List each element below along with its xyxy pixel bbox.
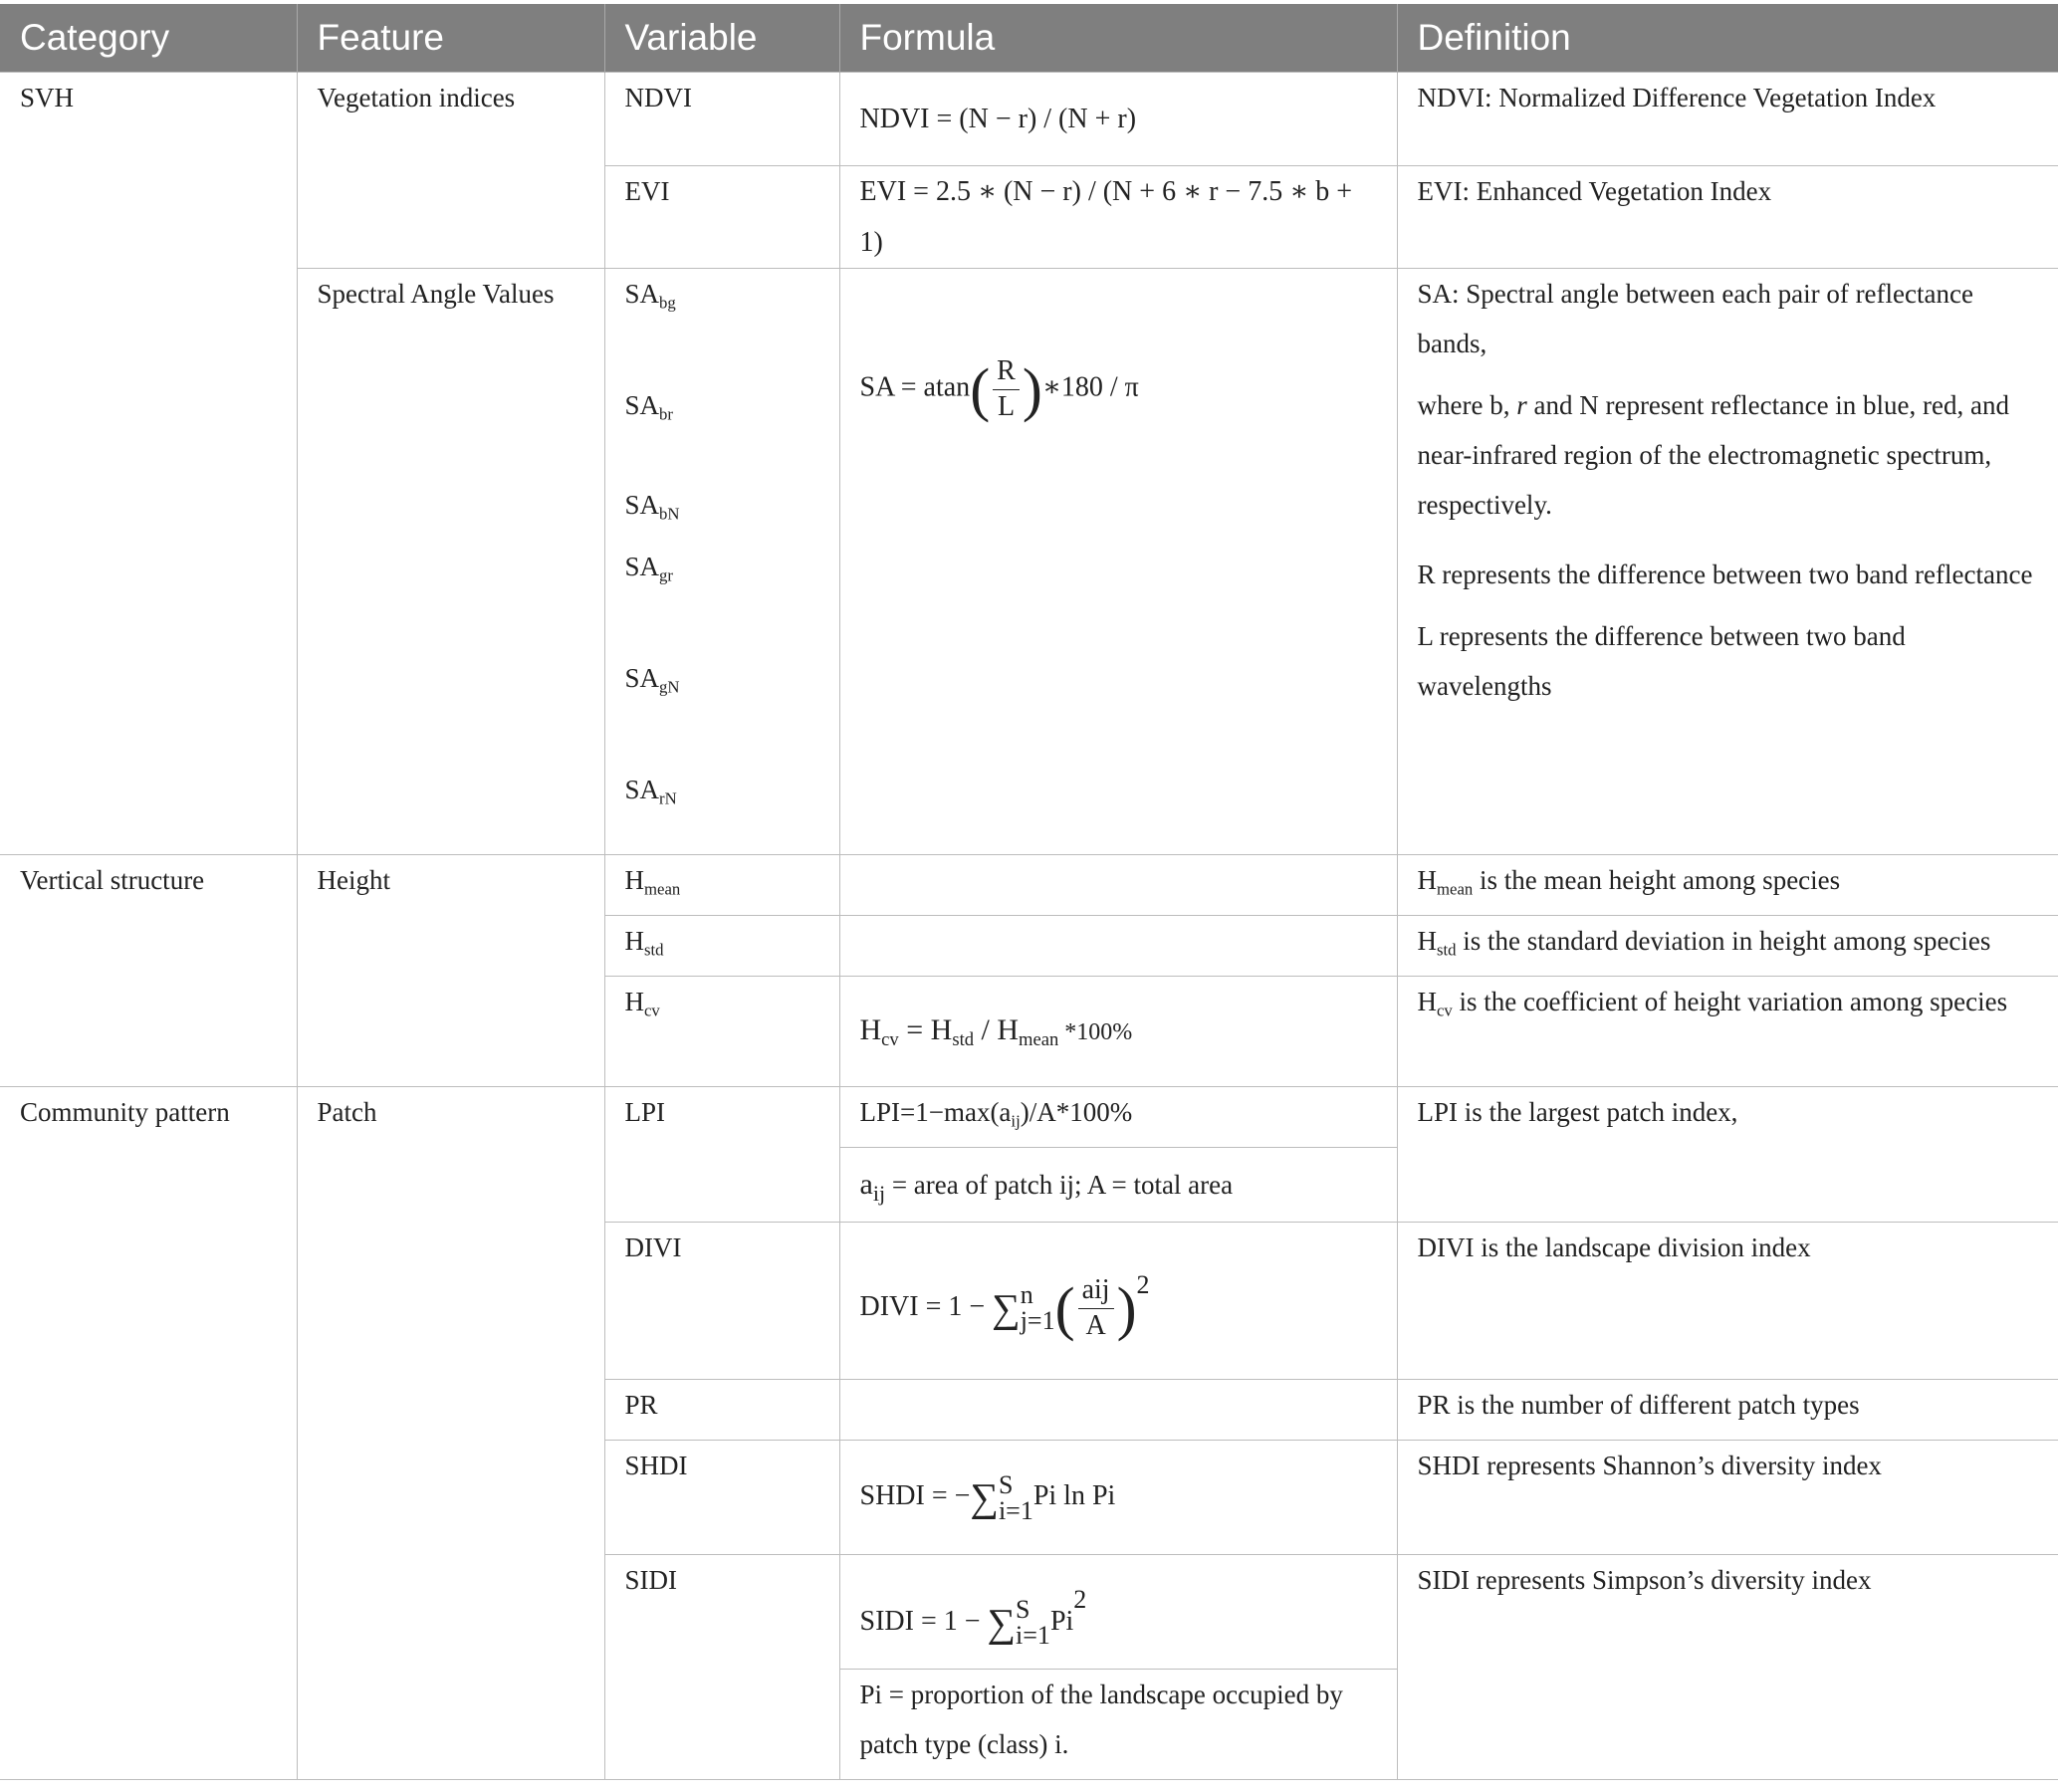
formula-sidi (839, 1555, 1397, 1670)
variable-sa-bg: $SA_{bg}$ (624, 279, 676, 313)
formula-divi (839, 1223, 1397, 1380)
definition-sa-p2: where b, r and N represent reflectance in blue, red, and near-infrared region of the electromagnetic spectrum, respectively. (1417, 390, 2009, 520)
definition-sa-p3: R represents the difference between two band reflectance (1417, 560, 2033, 589)
formula-shdi-expression: SHDI = −∑ S i=1 Pi ln Pi (859, 1469, 1116, 1525)
formula-ndvi-text: NDVI = (N − r) / (N + r) (859, 104, 1137, 134)
formula-sa (839, 269, 1397, 855)
header-feature: Feature (297, 4, 604, 73)
formula-divi-expression: DIVI = 1 − ∑ n j=1 ( $\frac{\text{aij}}{A}$ )2 (859, 1269, 1150, 1342)
variable-sa-br: $SA_{br}$ (624, 390, 673, 424)
formula-pr (839, 1380, 1397, 1441)
header-variable: Variable (604, 4, 839, 73)
feature-patch: Patch (297, 1087, 604, 1780)
formula-sa-expression: SA = atan( $\frac{R}{L}$ )∗180 / π (859, 355, 1139, 423)
variable-hcv: $H_{cv}$ (604, 977, 839, 1087)
feature-vegetation-indices: Vegetation indices (297, 73, 604, 269)
table-row-spectral-angle (0, 269, 2058, 855)
formula-evi-text: EVI = 2.5 ∗ (N − r) / (N + 6 ∗ r − 7.5 ∗ b + 1) (859, 176, 1353, 258)
formula-hcv (839, 977, 1397, 1087)
variables-sa (604, 269, 839, 855)
definition-sidi: SIDI represents Simpson’s diversity index (1397, 1555, 2058, 1780)
definition-evi: EVI: Enhanced Vegetation Index (1397, 166, 2058, 269)
header-definition: Definition (1397, 4, 2058, 73)
feature-table (0, 4, 2058, 1780)
variable-sa-gn: $SA_{gN}$ (624, 663, 680, 697)
definition-sa-p1: SA: Spectral angle between each pair of reflectance bands, (1417, 279, 1973, 358)
variable-lpi: LPI (604, 1087, 839, 1223)
formula-lpi: $LPI=1-\max(a_{ij})/A*100\%$ (839, 1087, 1397, 1148)
variable-hmean: $H_{mean}$ (604, 855, 839, 916)
category-vertical-structure: Vertical structure (0, 855, 297, 1087)
definition-hmean: $H_{mean}$ is the mean height among species (1397, 855, 2058, 916)
table-row-hmean (0, 855, 2058, 916)
formula-lpi-note: $a_{ij}$ = area of patch ij; A = total area (839, 1148, 1397, 1223)
variable-sa-rn: $SA_{rN}$ (624, 775, 677, 808)
formula-sa-fraction: $\frac{R}{L}$ (993, 356, 1020, 423)
formula-hstd (839, 916, 1397, 977)
definition-pr: PR is the number of different patch types (1397, 1380, 2058, 1441)
definition-divi: DIVI is the landscape division index (1397, 1223, 2058, 1380)
definition-lpi: LPI is the largest patch index, (1397, 1087, 2058, 1223)
formula-shdi (839, 1441, 1397, 1555)
table-row-lpi (0, 1087, 2058, 1148)
definition-ndvi: NDVI: Normalized Difference Vegetation Index (1397, 73, 2058, 166)
formula-ndvi (839, 73, 1397, 166)
variable-ndvi: NDVI (604, 73, 839, 166)
variable-hstd: $H_{std}$ (604, 916, 839, 977)
variable-evi: EVI (604, 166, 839, 269)
formula-hcv-text: $H_{cv} = H_{std} / H_{mean}$ *100% (859, 1013, 1133, 1050)
formula-hmean (839, 855, 1397, 916)
variable-sa-gr: $SA_{gr}$ (624, 552, 673, 585)
category-svh: SVH (0, 73, 297, 855)
definition-hcv: $H_{cv}$ is the coefficient of height variation among species (1397, 977, 2058, 1087)
variable-shdi: SHDI (604, 1441, 839, 1555)
variable-sidi: SIDI (604, 1555, 839, 1780)
category-community-pattern: Community pattern (0, 1087, 297, 1780)
header-category: Category (0, 4, 297, 73)
variable-pr: PR (604, 1380, 839, 1441)
feature-spectral-angle: Spectral Angle Values (297, 269, 604, 855)
definition-sa-p4: L represents the difference between two band wavelengths (1417, 621, 1906, 701)
variable-divi: DIVI (604, 1223, 839, 1380)
formula-sidi-expression: SIDI = 1 − ∑ S i=1 Pi2 (859, 1584, 1087, 1651)
table-row-ndvi (0, 73, 2058, 166)
formula-evi (839, 166, 1397, 269)
definition-sa (1397, 269, 2058, 855)
definition-hstd: $H_{std}$ is the standard deviation in height among species (1397, 916, 2058, 977)
formula-sidi-note: Pi = proportion of the landscape occupied by patch type (class) i. (839, 1670, 1397, 1780)
feature-height: Height (297, 855, 604, 1087)
header-formula: Formula (839, 4, 1397, 73)
header-row (0, 4, 2058, 73)
definition-shdi: SHDI represents Shannon’s diversity index (1397, 1441, 2058, 1555)
variable-sa-bn: $SA_{bN}$ (624, 490, 680, 524)
